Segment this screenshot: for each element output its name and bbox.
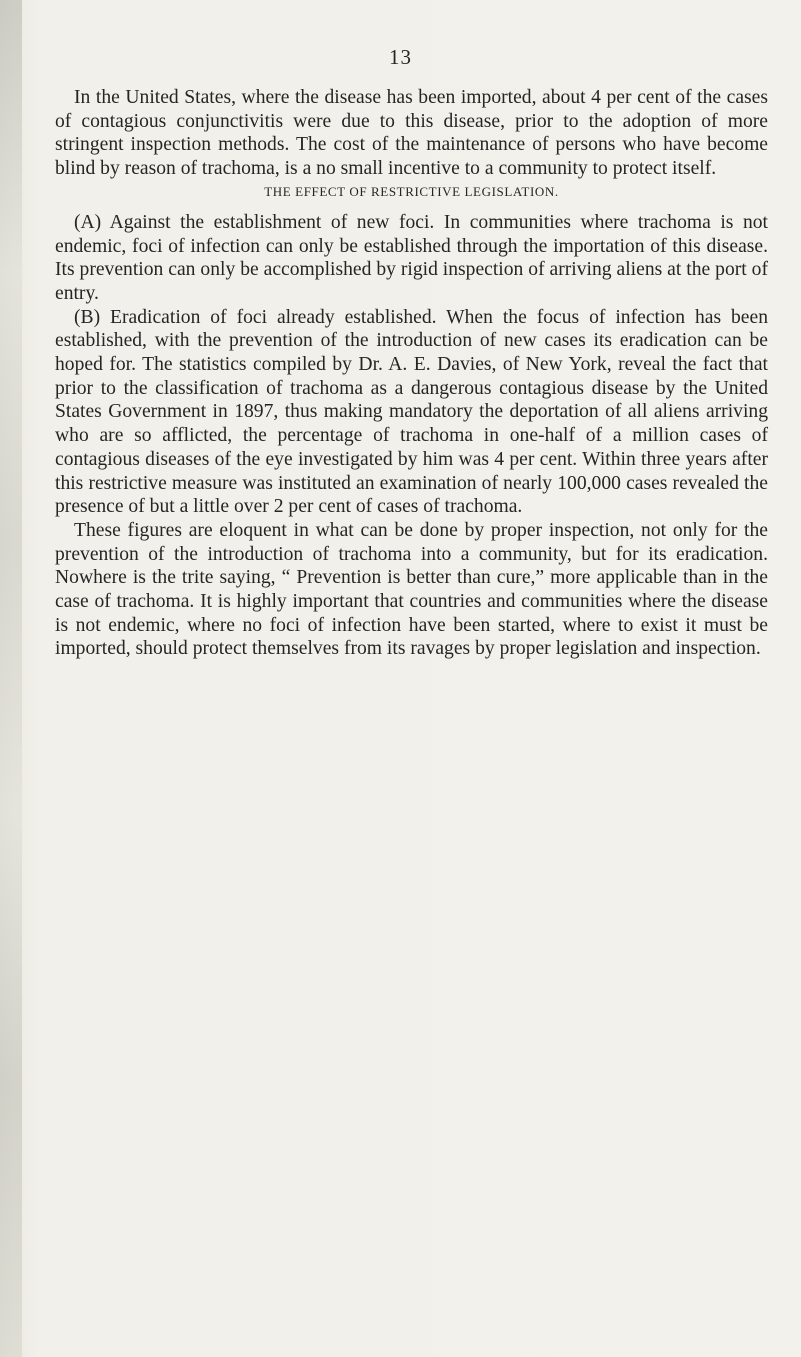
binding-gutter-shadow	[0, 0, 22, 1357]
page-number: 13	[389, 45, 412, 69]
paragraph-a: (A) Against the establishment of new foci. In communities where trachoma is not endemic, foci of infection can only be established through the importation of this disease. Its prevention can only be accomplished by rigid inspection of arriving aliens at the port of entry.	[55, 211, 768, 304]
section-heading: THE EFFECT OF RESTRICTIVE LEGISLATION.	[264, 183, 559, 199]
paragraph-b: (B) Eradication of foci already established. When the focus of infection has been established, with the prevention of the introduction of new cases its eradication can be hoped for. The statistics compiled by Dr. A. E. Davies, of New York, reveal the fact that prior to the classification of trachoma as a dangerous contagious disease by the United States Government in 1897, thus making mandatory the deportation of all aliens arriving who are so afflicted, the percentage of trachoma in one-half of a million cases of contagious diseases of the eye investigated by him was 4 per cent. Within three years after this restrictive measure was instituted an examination of nearly 100,000 cases revealed the presence of but a little over 2 per cent of cases of trachoma.	[55, 306, 768, 518]
body-text	[55, 86, 768, 661]
closing-paragraph: These figures are eloquent in what can be done by proper inspection, not only for the prevention of the introduction of trachoma into a community, but for its eradication. Nowhere is the trite saying, “ Prevention is better than cure,” more applicable than in the case of trachoma. It is highly important that countries and communities where the disease is not endemic, where no foci of infection have been started, where to exist it must be imported, should protect themselves from its ravages by proper legislation and inspection.	[55, 519, 768, 660]
intro-paragraph: In the United States, where the disease has been imported, about 4 per cent of the cases of contagious conjunctivitis were due to this disease, prior to the adoption of more stringent inspection methods. The cost of the maintenance of persons who have become blind by reason of trachoma, is a no small incentive to a community to protect itself.	[55, 87, 768, 180]
